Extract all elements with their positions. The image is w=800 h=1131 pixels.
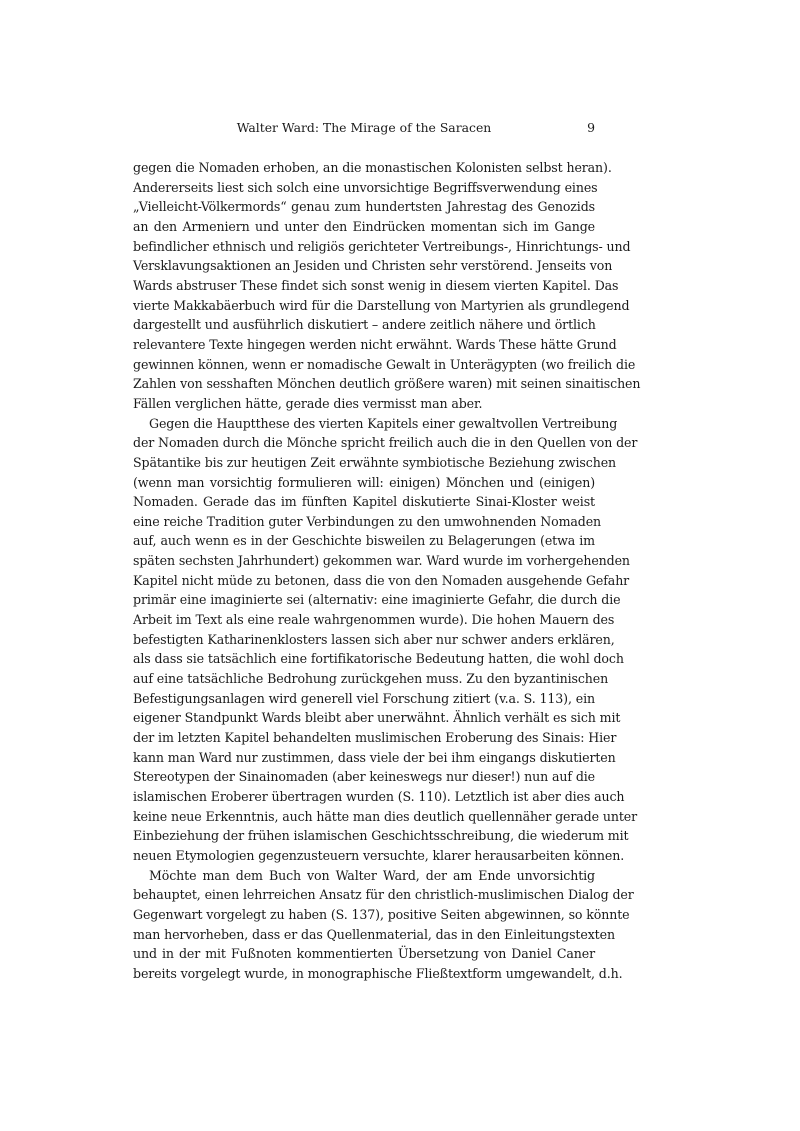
text-line: Andererseits liest sich solch eine unvorsichtige Begriffsverwendung eines: [133, 179, 598, 195]
page-number: 9: [587, 120, 595, 135]
text-line: der Nomaden durch die Mönche spricht freilich auch die in den Quellen von der: [133, 435, 638, 451]
text-line: Fällen verglichen hätte, gerade dies vermisst man aber.: [133, 395, 483, 411]
text-line: gegen die Nomaden erhoben, an die monastischen Kolonisten selbst heran).: [133, 160, 612, 175]
text-line: man hervorheben, dass er das Quellenmaterial, das in den Einleitungstexten: [133, 926, 615, 942]
text-line: bereits vorgelegt wurde, in monographische Fließtextform umgewandelt, d.h.: [133, 965, 623, 981]
text-line: Kapitel nicht müde zu betonen, dass die von den Nomaden ausgehende Gefahr: [133, 572, 630, 588]
text-line: Gegen die Hauptthese des vierten Kapitels einer gewaltvollen Vertreibung: [149, 415, 618, 431]
text-line: islamischen Eroberer übertragen wurden (S. 110). Letztlich ist aber dies auch: [133, 789, 625, 804]
text-line: Wards abstruser These findet sich sonst wenig in diesem vierten Kapitel. Das: [133, 277, 619, 293]
text-line: eigener Standpunkt Wards bleibt aber unerwähnt. Ähnlich verhält es sich mit: [133, 710, 621, 726]
text-line: Nomaden. Gerade das im fünften Kapitel diskutierte Sinai-Kloster weist: [133, 494, 595, 510]
text-line: eine reiche Tradition guter Verbindungen zu den umwohnenden Nomaden: [133, 513, 602, 529]
text-line: kann man Ward nur zustimmen, dass viele der bei ihm eingangs diskutierten: [133, 749, 616, 765]
running-header: [133, 118, 595, 138]
text-line: der im letzten Kapitel behandelten muslimischen Eroberung des Sinais: Hier: [133, 730, 617, 746]
text-line: dargestellt und ausführlich diskutiert – andere zeitlich nähere und örtlich: [133, 317, 596, 333]
text-line: Spätantike bis zur heutigen Zeit erwähnte symbiotische Beziehung zwischen: [133, 454, 617, 470]
paragraph: [133, 414, 638, 866]
text-line: Gegenwart vorgelegt zu haben (S. 137), positive Seiten abgewinnen, so könnte: [133, 906, 630, 922]
text-line: neuen Etymologien gegenzusteuern versuchte, klarer herausarbeiten können.: [133, 847, 625, 863]
text-line: befestigten Katharinenklosters lassen sich aber nur schwer anders erklären,: [133, 631, 615, 647]
text-line: Versklavungsaktionen an Jesiden und Christen sehr verstörend. Jenseits von: [133, 258, 613, 274]
text-line: als dass sie tatsächlich eine fortifikatorische Bedeutung hatten, die wohl doch: [133, 651, 624, 667]
text-line: gewinnen können, wenn er nomadische Gewalt in Unterägypten (wo freilich die: [133, 356, 636, 372]
text-line: Zahlen von sesshaften Mönchen deutlich größere waren) mit seinen sinaitischen: [133, 376, 641, 392]
text-line: Arbeit im Text als eine reale wahrgenommen wurde). Die hohen Mauern des: [133, 612, 615, 628]
book-page: [133, 118, 641, 984]
running-title: Walter Ward: The Mirage of the Saracen: [236, 120, 492, 135]
text-line: primär eine imaginierte sei (alternativ: eine imaginierte Gefahr, die durch die: [133, 592, 621, 608]
text-line: an den Armeniern und unter den Eindrücken momentan sich im Gange: [133, 218, 595, 234]
text-line: „Vielleicht-Völkermords“ genau zum hundertsten Jahrestag des Genozids: [133, 199, 595, 215]
text-line: relevantere Texte hingegen werden nicht erwähnt. Wards These hätte Grund: [133, 336, 617, 352]
text-line: auf eine tatsächliche Bedrohung zurückgehen muss. Zu den byzantinischen: [133, 671, 609, 687]
text-line: auf, auch wenn es in der Geschichte bisweilen zu Belagerungen (etwa im: [133, 533, 595, 549]
text-line: späten sechsten Jahrhundert) gekommen war. Ward wurde im vorhergehenden: [133, 553, 630, 569]
text-line: Einbeziehung der frühen islamischen Geschichtsschreibung, die wiederum mit: [133, 828, 629, 844]
text-line: behauptet, einen lehrreichen Ansatz für den christlich-muslimischen Dialog der: [133, 887, 634, 903]
text-line: Möchte man dem Buch von Walter Ward, der am Ende unvorsichtig: [149, 867, 595, 883]
body-text: [133, 158, 641, 984]
text-line: (wenn man vorsichtig formulieren will: einigen) Mönchen und (einigen): [133, 474, 595, 490]
paragraph: [133, 866, 634, 984]
text-line: befindlicher ethnisch und religiös gerichteter Vertreibungs-, Hinrichtungs- und: [133, 238, 631, 254]
text-line: Stereotypen der Sinainomaden (aber keineswegs nur dieser!) nun auf die: [133, 769, 595, 785]
text-line: und in der mit Fußnoten kommentierten Übersetzung von Daniel Caner: [133, 946, 595, 962]
text-line: Befestigungsanlagen wird generell viel Forschung zitiert (v.a. S. 113), ein: [133, 690, 595, 706]
text-line: vierte Makkabäerbuch wird für die Darstellung von Martyrien als grundlegend: [133, 297, 630, 313]
text-line: keine neue Erkenntnis, auch hätte man dies deutlich quellennäher gerade unter: [133, 808, 637, 824]
paragraph: [133, 158, 641, 414]
